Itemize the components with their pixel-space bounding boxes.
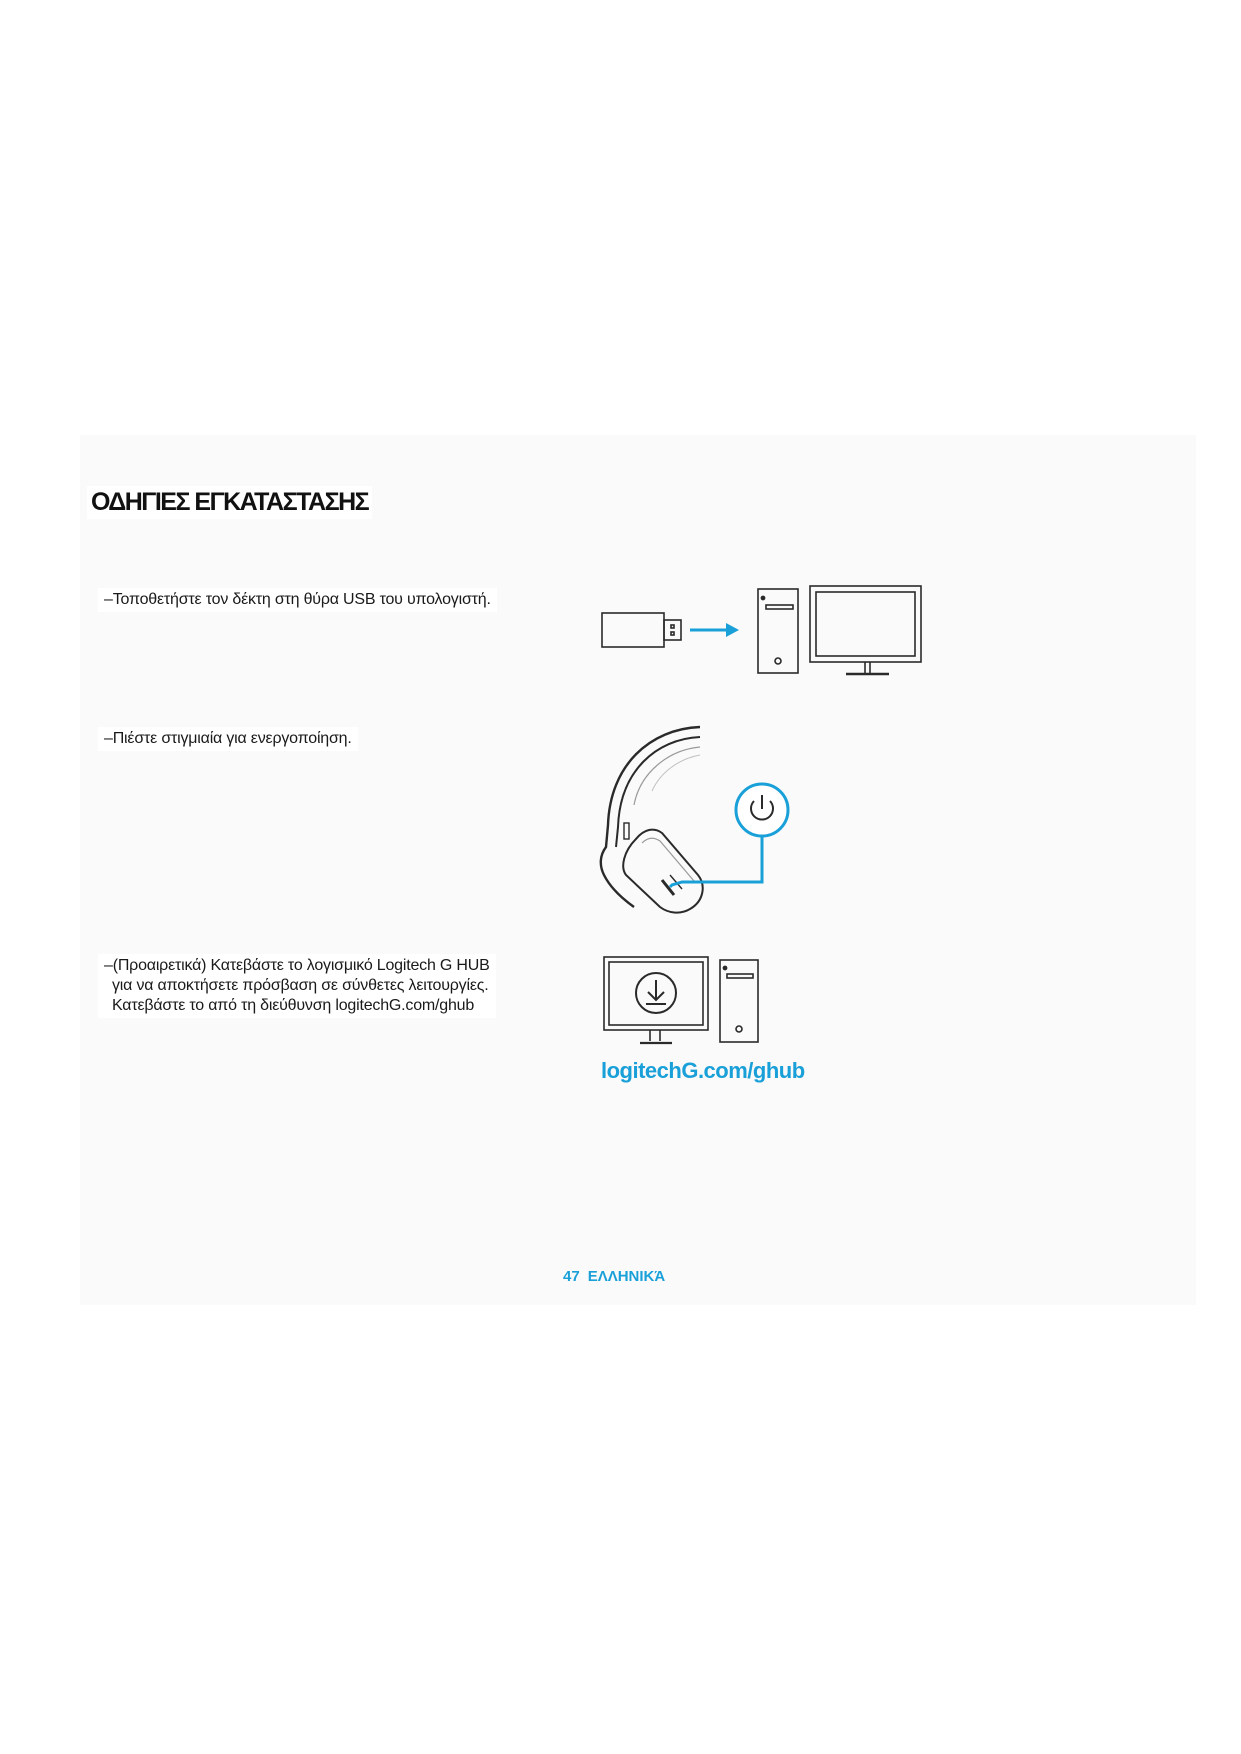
usb-receiver-icon [602,613,681,647]
arrow-right-icon [690,623,739,637]
step-1-line-1: –Τοποθετήστε τον δέκτη στη θύρα USB του υπολογιστή. [104,591,491,608]
step-3-line-1: –(Προαιρετικά) Κατεβάστε το λογισμικό Logitech G HUB [104,957,490,974]
headset-power-illustration [590,725,795,925]
step-3-line-2: για να αποκτήσετε πρόσβαση σε σύνθετες λειτουργίες. [112,977,489,994]
step-2-text [98,727,358,751]
pc-tower-icon [758,589,798,673]
power-icon [736,784,788,836]
step-1-text [98,588,497,612]
step-3-text [98,954,496,1018]
pc-tower-icon [720,960,758,1042]
usb-to-pc-illustration [600,585,925,680]
monitor-icon [810,586,921,674]
footer-language: ΕΛΛΗΝΙΚΆ [587,1268,666,1285]
step-3-line-3: Κατεβάστε το από τη διεύθυνση logitechG.com/ghub [112,997,475,1014]
download-pc-illustration [602,955,767,1045]
step-2-line-1: –Πιέστε στιγμιαία για ενεργοποίηση. [104,730,352,747]
headset-icon [601,727,703,913]
page-title: ΟΔΗΓΙΕΣ ΕΓΚΑΤΑΣΤΑΣΗΣ [87,486,372,519]
page-footer [563,1268,665,1285]
page-number: 47 [563,1268,580,1285]
download-icon [636,973,676,1013]
ghub-url-link[interactable]: logitechG.com/ghub [601,1058,805,1083]
